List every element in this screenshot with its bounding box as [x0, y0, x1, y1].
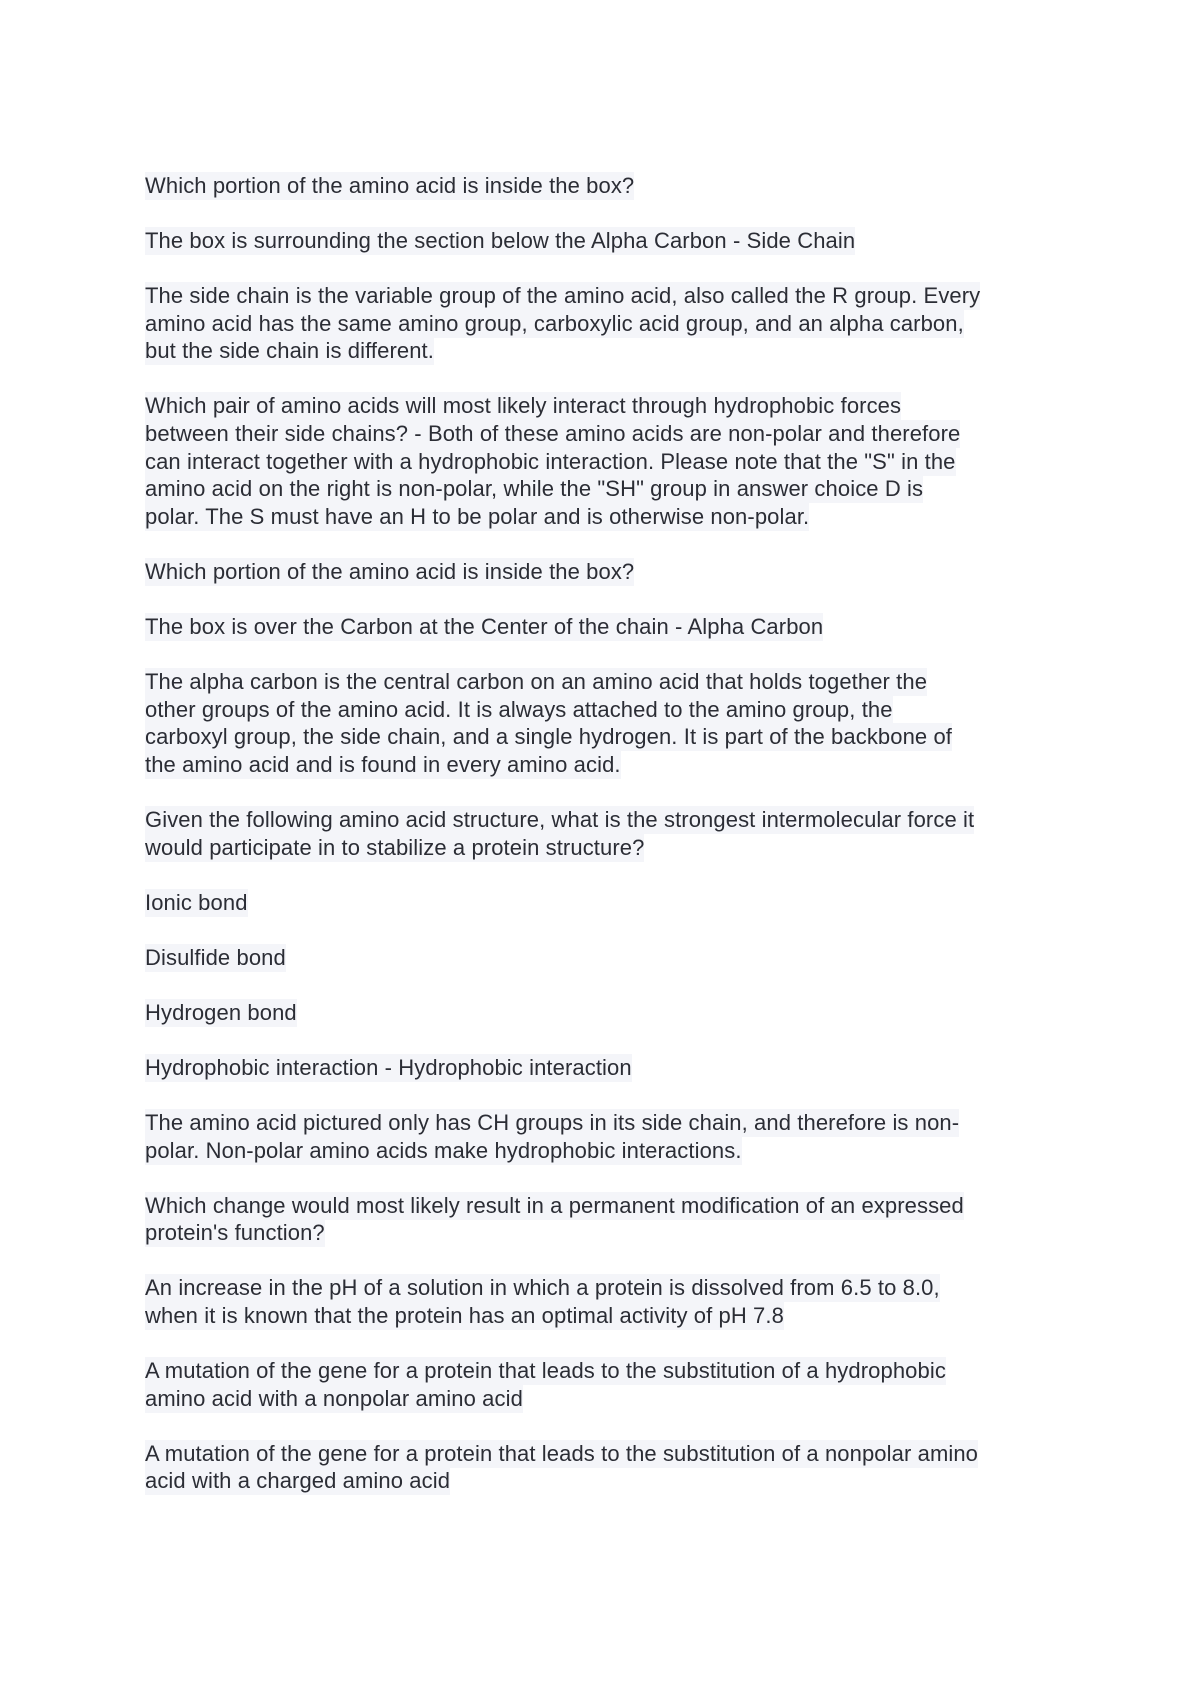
- question-paragraph: [145, 806, 1065, 861]
- line-text: An increase in the pH of a solution in which a protein is dissolved from 6.5 to 8.0,: [145, 1275, 940, 1301]
- text-line: [145, 420, 1065, 448]
- line-text: A mutation of the gene for a protein that leads to the substitution of a nonpolar amino: [145, 1440, 979, 1466]
- line-text: can interact together with a hydrophobic interaction. Please note that the "S" in the: [145, 448, 956, 474]
- line-text: Which portion of the amino acid is inside the box?: [145, 173, 635, 198]
- text-line: [145, 1219, 1065, 1247]
- text-line: [145, 806, 1065, 834]
- line-text: polar. Non-polar amino acids make hydrophobic interactions.: [145, 1137, 742, 1163]
- line-text: Which portion of the amino acid is inside the box?: [145, 558, 635, 584]
- line-text: polar. The S must have an H to be polar and is otherwise non-polar.: [145, 503, 810, 529]
- text-line: [145, 999, 1065, 1027]
- text-line: [145, 834, 1065, 862]
- line-text: Hydrogen bond: [145, 999, 297, 1025]
- explanation-paragraph: [145, 1109, 1065, 1164]
- answer-choice: [145, 889, 1065, 917]
- text-line: [145, 310, 1065, 338]
- text-line: [145, 1137, 1065, 1165]
- text-line: [145, 282, 1065, 310]
- line-text: other groups of the amino acid. It is always attached to the amino group, the: [145, 696, 893, 722]
- text-line: [145, 1385, 1065, 1413]
- line-text: Disulfide bond: [145, 944, 286, 970]
- answer-choice: [145, 999, 1065, 1027]
- line-text: the amino acid and is found in every amino acid.: [145, 751, 621, 777]
- text-line: [145, 751, 1065, 779]
- line-text: Given the following amino acid structure, what is the strongest intermolecular force it: [145, 807, 975, 832]
- text-line: [145, 1440, 1065, 1468]
- text-line: [145, 1274, 1065, 1302]
- answer-choice: [145, 944, 1065, 972]
- line-text: Hydrophobic interaction - Hydrophobic interaction: [145, 1054, 632, 1080]
- text-line: [145, 227, 1065, 255]
- question-paragraph: [145, 558, 1065, 586]
- answer-choice: [145, 1054, 1065, 1082]
- text-line: [145, 1192, 1065, 1220]
- answer-paragraph: [145, 613, 1065, 641]
- answer-paragraph: [145, 227, 1065, 255]
- line-text: acid with a charged amino acid: [145, 1468, 451, 1494]
- text-line: [145, 475, 1065, 503]
- line-text: The box is over the Carbon at the Center of the chain - Alpha Carbon: [145, 614, 824, 640]
- explanation-paragraph: [145, 668, 1065, 778]
- line-text: The alpha carbon is the central carbon on an amino acid that holds together the: [145, 669, 928, 695]
- explanation-paragraph: [145, 282, 1065, 365]
- text-line: [145, 696, 1065, 724]
- text-line: [145, 392, 1065, 420]
- line-text: amino acid on the right is non-polar, while the "SH" group in answer choice D is: [145, 476, 924, 502]
- line-text: The side chain is the variable group of the amino acid, also called the R group. Every: [145, 283, 981, 309]
- line-text: Which change would most likely result in a permanent modification of an expressed: [145, 1192, 964, 1218]
- line-text: amino acid with a nonpolar amino acid: [145, 1385, 523, 1411]
- document-page: [145, 172, 1065, 1523]
- text-line: [145, 889, 1065, 917]
- line-text: Ionic bond: [145, 889, 248, 915]
- text-line: [145, 1302, 1065, 1330]
- answer-choice: [145, 1357, 1065, 1412]
- text-line: [145, 668, 1065, 696]
- line-text: Which pair of amino acids will most likely interact through hydrophobic forces: [145, 393, 902, 419]
- question-paragraph: [145, 392, 1065, 530]
- text-line: [145, 613, 1065, 641]
- line-text: but the side chain is different.: [145, 338, 434, 364]
- text-line: [145, 944, 1065, 972]
- line-text: protein's function?: [145, 1220, 325, 1246]
- line-text: The amino acid pictured only has CH groups in its side chain, and therefore is non-: [145, 1110, 960, 1136]
- text-line: [145, 448, 1065, 476]
- text-line: [145, 503, 1065, 531]
- line-text: The box is surrounding the section below the Alpha Carbon - Side Chain: [145, 228, 856, 254]
- question-paragraph: [145, 1192, 1065, 1247]
- text-line: [145, 1054, 1065, 1082]
- line-text: between their side chains? - Both of these amino acids are non-polar and therefore: [145, 421, 961, 447]
- line-text: A mutation of the gene for a protein that leads to the substitution of a hydrophobic: [145, 1358, 946, 1384]
- text-line: [145, 1109, 1065, 1137]
- text-line: [145, 1467, 1065, 1495]
- line-text: when it is known that the protein has an optimal activity of pH 7.8: [145, 1303, 784, 1329]
- text-line: [145, 172, 1065, 200]
- text-line: [145, 1357, 1065, 1385]
- text-line: [145, 337, 1065, 365]
- line-text: carboxyl group, the side chain, and a single hydrogen. It is part of the backbone of: [145, 724, 953, 750]
- answer-choice: [145, 1274, 1065, 1329]
- answer-choice: [145, 1440, 1065, 1495]
- line-text: amino acid has the same amino group, carboxylic acid group, and an alpha carbon,: [145, 310, 964, 336]
- text-line: [145, 558, 1065, 586]
- line-text: would participate in to stabilize a protein structure?: [145, 834, 645, 860]
- question-paragraph: [145, 172, 1065, 200]
- text-line: [145, 723, 1065, 751]
